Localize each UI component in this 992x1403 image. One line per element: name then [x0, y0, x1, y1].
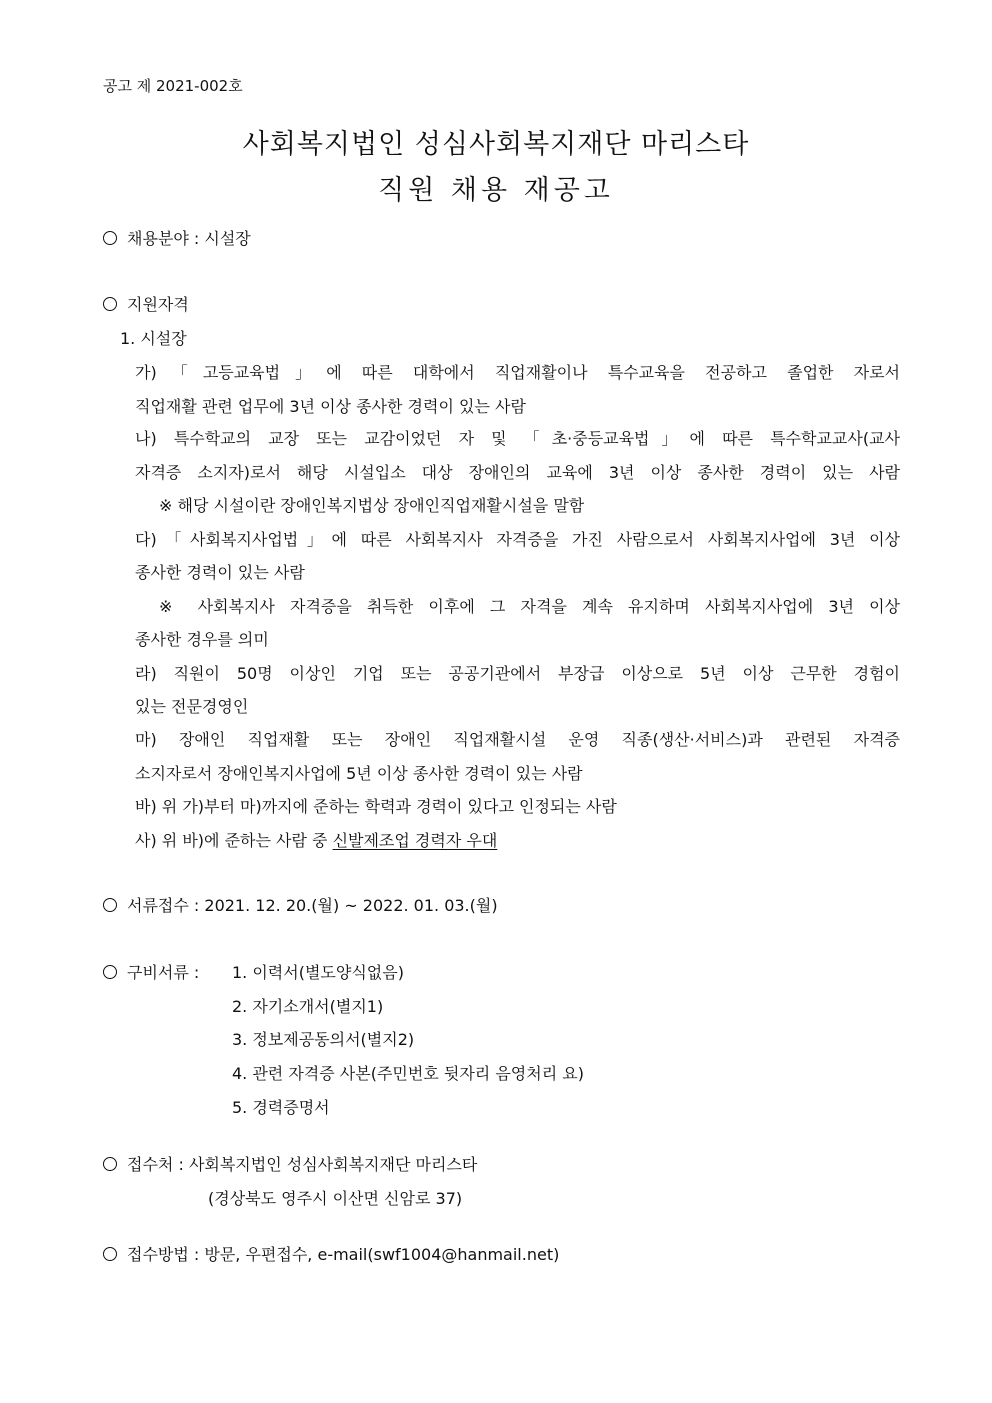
documents-section	[103, 960, 199, 983]
document-item: 1. 이력서(별도양식없음)	[232, 963, 404, 982]
qualification-last-prefix: 사) 위 바)에 준하는 사람 중	[135, 831, 333, 850]
qualification-heading	[103, 292, 189, 315]
receipt-place-section	[103, 1152, 477, 1175]
qualification-last-underlined: 신발제조업 경력자 우대	[332, 831, 498, 850]
receipt-period-label: 서류접수	[127, 896, 189, 915]
qualification-item: 소지자로서 장애인복지사업에 5년 이상 종사한 경력이 있는 사람	[135, 764, 583, 783]
qualification-item: 자격증 소지자)로서 해당 시설입소 대상 장애인의 교육에 3년 이상 종사한 경력이 있는 사람	[135, 463, 900, 482]
bullet-circle-icon	[103, 1247, 117, 1261]
qualification-item: 가)「고등교육법」에 따른 대학에서 직업재활이나 특수교육을 전공하고 졸업한 자로서	[135, 363, 900, 382]
bullet-circle-icon	[103, 898, 117, 912]
qualification-note: ※ 해당 시설이란 장애인복지법상 장애인직업재활시설을 말함	[159, 496, 585, 515]
bullet-circle-icon	[103, 297, 117, 311]
document-item: 4. 관련 자격증 사본(주민번호 뒷자리 음영처리 요)	[232, 1064, 584, 1083]
qualification-item: 직업재활 관련 업무에 3년 이상 종사한 경력이 있는 사람	[135, 397, 526, 416]
qualification-item-last	[135, 828, 497, 851]
field-value: 시설장	[204, 229, 251, 248]
bullet-circle-icon	[103, 231, 117, 245]
document-item: 2. 자기소개서(별지1)	[232, 997, 384, 1016]
bullet-circle-icon	[103, 965, 117, 979]
receipt-period-section	[103, 893, 498, 916]
qualification-item: 라) 직원이 50명 이상인 기업 또는 공공기관에서 부장급 이상으로 5년 이상 근무한 경험이	[135, 664, 900, 683]
qualification-note: 종사한 경우를 의미	[135, 630, 269, 649]
receipt-place-label: 접수처	[127, 1155, 174, 1174]
receipt-method-sep: :	[188, 1245, 205, 1264]
receipt-method-value: 방문, 우편접수, e-mail(swf1004@hanmail.net)	[204, 1245, 560, 1264]
qualification-item: 마) 장애인 직업재활 또는 장애인 직업재활시설 운영 직종(생산·서비스)과 관련된 자격증	[135, 730, 900, 749]
field-section	[103, 226, 251, 249]
document-item: 3. 정보제공동의서(별지2)	[232, 1030, 415, 1049]
receipt-place-sep: :	[173, 1155, 189, 1174]
page-subtitle: 직원 채용 재공고	[378, 175, 614, 206]
receipt-method-label: 접수방법	[127, 1245, 189, 1264]
documents-sep: :	[188, 963, 200, 982]
qualification-note: ※ 사회복지사 자격증을 취득한 이후에 그 자격을 계속 유지하며 사회복지사업에 3년 이상	[159, 597, 900, 616]
receipt-place-address: (경상북도 영주시 이산면 신암로 37)	[208, 1189, 463, 1208]
page-title: 사회복지법인 성심사회복지재단 마리스타	[242, 129, 750, 160]
field-sep: :	[188, 229, 205, 248]
qualification-item: 있는 전문경영인	[135, 697, 249, 716]
qualification-item: 다)「사회복지사업법」에 따른 사회복지사 자격증을 가진 사람으로서 사회복지사업에 3년 이상	[135, 530, 900, 549]
qualification-item: 나) 특수학교의 교장 또는 교감이었던 자 및 「초·중등교육법」에 따른 특수학교교사(교사	[135, 429, 900, 448]
qualification-item: 바) 위 가)부터 마)까지에 준하는 학력과 경력이 있다고 인정되는 사람	[135, 797, 617, 816]
field-label: 채용분야	[127, 229, 189, 248]
receipt-method-section	[103, 1242, 559, 1265]
qualification-item: 종사한 경력이 있는 사람	[135, 563, 305, 582]
document-item: 5. 경력증명서	[232, 1098, 330, 1117]
receipt-period-value: 2021. 12. 20.(월) ~ 2022. 01. 03.(월)	[204, 896, 498, 915]
receipt-period-sep: :	[188, 896, 205, 915]
qualification-heading-text: 지원자격	[127, 295, 189, 314]
receipt-place-value: 사회복지법인 성심사회복지재단 마리스타	[188, 1155, 478, 1174]
bullet-circle-icon	[103, 1157, 117, 1171]
qualification-subheading: 1. 시설장	[120, 329, 187, 348]
documents-label: 구비서류	[127, 963, 189, 982]
notice-number: 공고 제 2021-002호	[103, 77, 243, 95]
